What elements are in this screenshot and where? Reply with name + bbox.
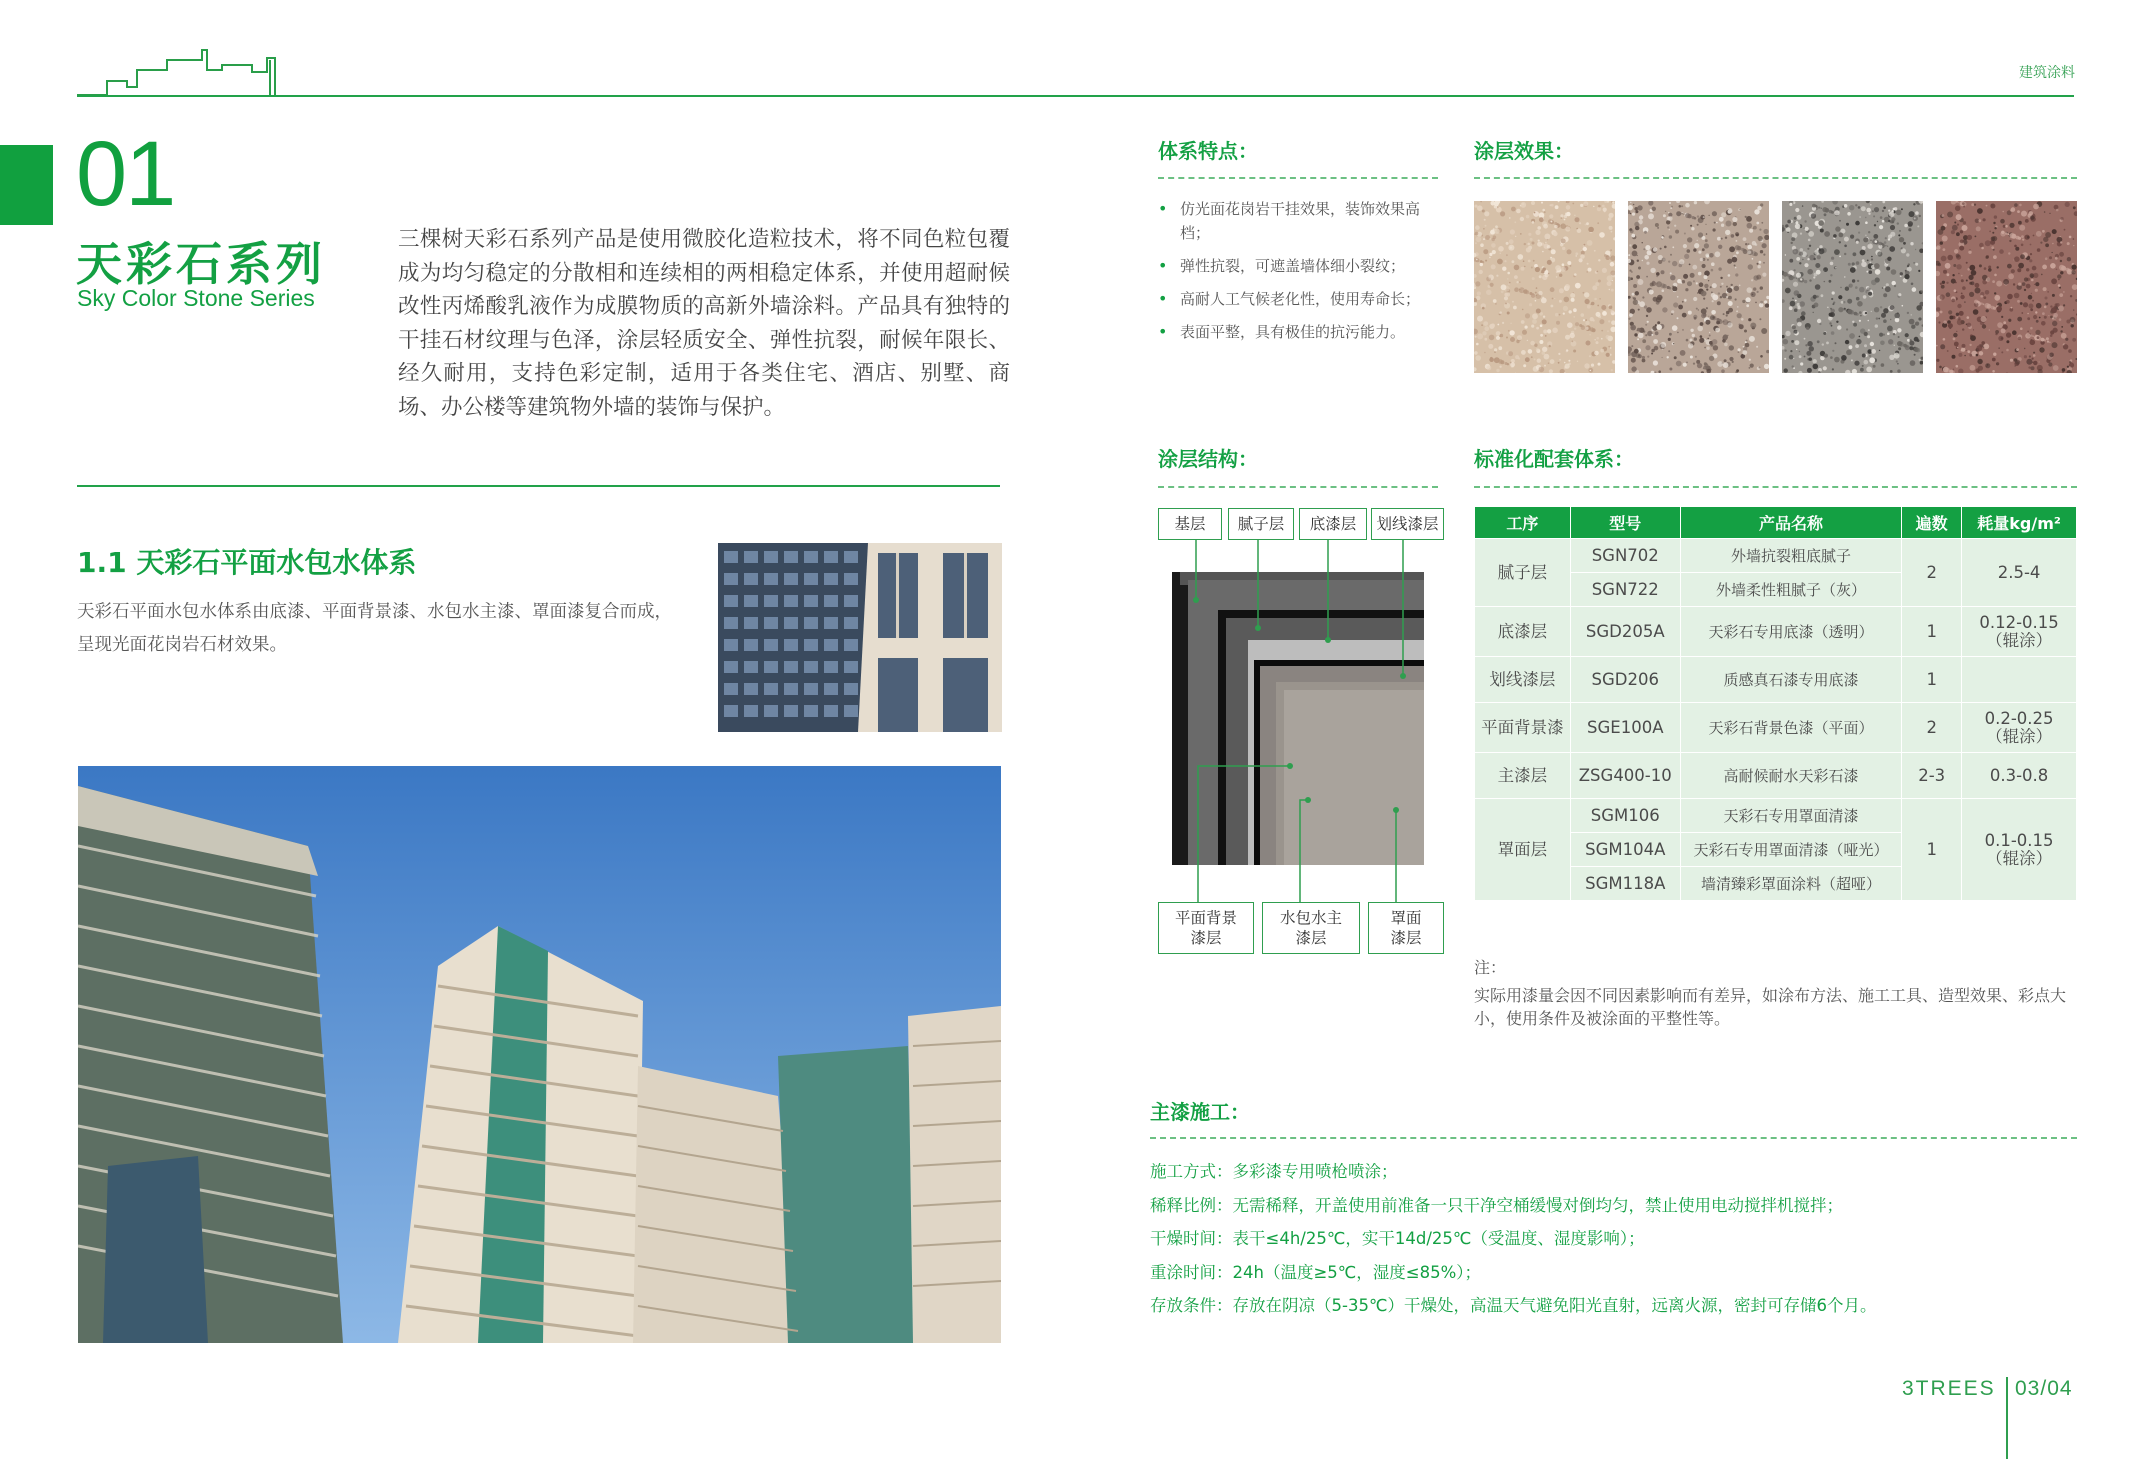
chapter-marker xyxy=(0,145,53,225)
usage-method: （辊涂） xyxy=(1986,726,2053,746)
coating-swatch xyxy=(1474,201,1615,373)
header-rule xyxy=(77,95,2074,97)
column-header: 型号 xyxy=(1570,507,1680,539)
features-list xyxy=(1158,197,1438,353)
coats-cell: 2 xyxy=(1902,539,1962,607)
usage-cell xyxy=(1962,799,2077,901)
section-title: 1.1 天彩石平面水包水体系 xyxy=(77,546,417,579)
coating-swatch xyxy=(1782,201,1923,373)
coating-swatch xyxy=(1628,201,1769,373)
layer-label-primer: 底漆层 xyxy=(1299,508,1367,540)
usage-cell xyxy=(1962,607,2077,657)
column-header: 遍数 xyxy=(1902,507,1962,539)
coats-cell: 1 xyxy=(1902,657,1962,703)
table-row xyxy=(1475,799,2077,833)
usage-method: （辊涂） xyxy=(1986,630,2053,650)
column-header: 产品名称 xyxy=(1680,507,1902,539)
feature-item: • 仿光面花岗岩干挂效果，装饰效果高档； xyxy=(1158,197,1438,245)
section-description: 天彩石平面水包水体系由底漆、平面背景漆、水包水主漆、罩面漆复合而成，呈现光面花岗岩石材效果。 xyxy=(77,602,672,655)
coating-swatch xyxy=(1936,201,2077,373)
application-item: 存放条件：存放在阴凉（5-35℃）干燥处，高温天气避免阳光直射，远离火源，密封可存储6个月。 xyxy=(1150,1296,1877,1315)
application-item: 施工方式：多彩漆专用喷枪喷涂； xyxy=(1150,1162,1398,1181)
usage-cell xyxy=(1962,703,2077,753)
application-heading: 主漆施工： xyxy=(1150,1100,1250,1124)
usage-value: 0.2-0.25 xyxy=(1984,708,2054,728)
model-cell: SGN722 xyxy=(1570,573,1680,607)
column-header: 耗量kg/m² xyxy=(1962,507,2077,539)
product-cell: 天彩石专用罩面清漆 xyxy=(1680,799,1902,833)
note-heading: 注： xyxy=(1474,958,1507,977)
feature-item: • 表面平整，具有极佳的抗污能力。 xyxy=(1158,320,1438,344)
process-cell: 腻子层 xyxy=(1475,539,1571,607)
section-divider xyxy=(77,485,1000,487)
chapter-title: 天彩石系列 xyxy=(76,237,326,291)
product-cell: 墙清臻彩罩面涂料（超哑） xyxy=(1680,867,1902,901)
model-cell: SGM104A xyxy=(1570,833,1680,867)
coats-cell: 1 xyxy=(1902,799,1962,901)
process-cell: 划线漆层 xyxy=(1475,657,1571,703)
usage-cell: 0.3-0.8 xyxy=(1962,753,2077,799)
coats-cell: 2 xyxy=(1902,703,1962,753)
application-item: 稀释比例：无需稀释，开盖使用前准备一只干净空桶缓慢对倒均匀，禁止使用电动搅拌机搅拌； xyxy=(1150,1195,1843,1215)
standard-heading: 标准化配套体系： xyxy=(1474,447,1634,471)
application-item: 干燥时间：表干≤4h/25℃，实干14d/25℃（受温度、湿度影响）； xyxy=(1150,1229,1645,1248)
product-cell: 外墙抗裂粗底腻子 xyxy=(1680,539,1902,573)
skyline-logo xyxy=(77,48,307,98)
model-cell: SGM118A xyxy=(1570,867,1680,901)
table-row xyxy=(1475,703,2077,753)
process-cell: 主漆层 xyxy=(1475,753,1571,799)
product-cell: 高耐候耐水天彩石漆 xyxy=(1680,753,1902,799)
features-heading: 体系特点： xyxy=(1158,139,1258,163)
process-cell: 罩面层 xyxy=(1475,799,1571,901)
table-row xyxy=(1475,657,2077,703)
column-header: 工序 xyxy=(1475,507,1571,539)
footer-divider xyxy=(2006,1377,2008,1459)
coating-layers-diagram xyxy=(1158,540,1444,902)
layer-label-substrate: 基层 xyxy=(1158,508,1222,540)
coats-cell: 2-3 xyxy=(1902,753,1962,799)
usage-note: 实际用漆量会因不同因素影响而有差异，如涂布方法、施工工具、造型效果、彩点大小，使用条件及被涂面的平整性等。 xyxy=(1474,986,2067,1028)
usage-method: （辊涂） xyxy=(1986,848,2053,868)
chapter-title-en: Sky Color Stone Series xyxy=(77,285,315,311)
effects-heading: 涂层效果： xyxy=(1474,139,1574,163)
standard-rule xyxy=(1474,486,2077,488)
usage-cell: 2.5-4 xyxy=(1962,539,2077,607)
table-row xyxy=(1475,539,2077,573)
category-label: 建筑涂料 xyxy=(2019,65,2075,81)
table-header-row xyxy=(1475,507,2077,539)
model-cell: SGE100A xyxy=(1570,703,1680,753)
chapter-number: 01 xyxy=(76,123,175,225)
feature-item: • 高耐人工气候老化性，使用寿命长； xyxy=(1158,287,1438,311)
layer-label-background: 平面背景 漆层 xyxy=(1158,902,1254,954)
standard-system-table xyxy=(1474,506,2077,901)
structure-rule xyxy=(1158,486,1438,488)
product-cell: 外墙柔性粗腻子（灰） xyxy=(1680,573,1902,607)
application-item: 重涂时间：24h（温度≥5℃，湿度≤85%）； xyxy=(1150,1262,1482,1282)
model-cell: SGN702 xyxy=(1570,539,1680,573)
application-list xyxy=(1150,1155,1876,1323)
building-photo xyxy=(78,766,1001,1343)
facade-photo xyxy=(718,543,1002,732)
product-cell: 天彩石专用底漆（透明） xyxy=(1680,607,1902,657)
model-cell: SGD206 xyxy=(1570,657,1680,703)
usage-value: 0.12-0.15 xyxy=(1979,612,2059,632)
coats-cell: 1 xyxy=(1902,607,1962,657)
model-cell: SGM106 xyxy=(1570,799,1680,833)
table-row xyxy=(1475,607,2077,657)
product-cell: 天彩石背景色漆（平面） xyxy=(1680,703,1902,753)
process-cell: 平面背景漆 xyxy=(1475,703,1571,753)
layer-label-main: 水包水主 漆层 xyxy=(1262,902,1360,954)
layer-label-putty: 腻子层 xyxy=(1228,508,1294,540)
product-cell: 质感真石漆专用底漆 xyxy=(1680,657,1902,703)
layer-label-topcoat: 罩面 漆层 xyxy=(1368,902,1444,954)
structure-heading: 涂层结构： xyxy=(1158,447,1258,471)
page-number: 03/04 xyxy=(2015,1377,2073,1400)
usage-cell xyxy=(1962,657,2077,703)
brand-name: 3TREES xyxy=(1902,1377,1996,1400)
features-rule xyxy=(1158,177,1438,179)
chapter-intro: 三棵树天彩石系列产品是使用微胶化造粒技术，将不同色粒包覆成为均匀稳定的分散相和连续相的两相稳定体系，并使用超耐候改性丙烯酸乳液作为成膜物质的高新外墙涂料。产品具有独特的干挂石材纹理与色泽，涂层轻质安全、弹性抗裂，耐候年限长、经久耐用，支持色彩定制，适用于各类住宅、酒店、别墅、商场、办公楼等建筑物外墙的装饰与保护。 xyxy=(398,227,1010,420)
model-cell: SGD205A xyxy=(1570,607,1680,657)
process-cell: 底漆层 xyxy=(1475,607,1571,657)
product-cell: 天彩石专用罩面清漆（哑光） xyxy=(1680,833,1902,867)
table-row xyxy=(1475,753,2077,799)
application-rule xyxy=(1150,1137,2077,1139)
effects-rule xyxy=(1474,177,2077,179)
layer-label-line-paint: 划线漆层 xyxy=(1371,508,1444,540)
usage-value: 0.1-0.15 xyxy=(1984,830,2054,850)
model-cell: ZSG400-10 xyxy=(1570,753,1680,799)
feature-item: • 弹性抗裂，可遮盖墙体细小裂纹； xyxy=(1158,254,1438,278)
